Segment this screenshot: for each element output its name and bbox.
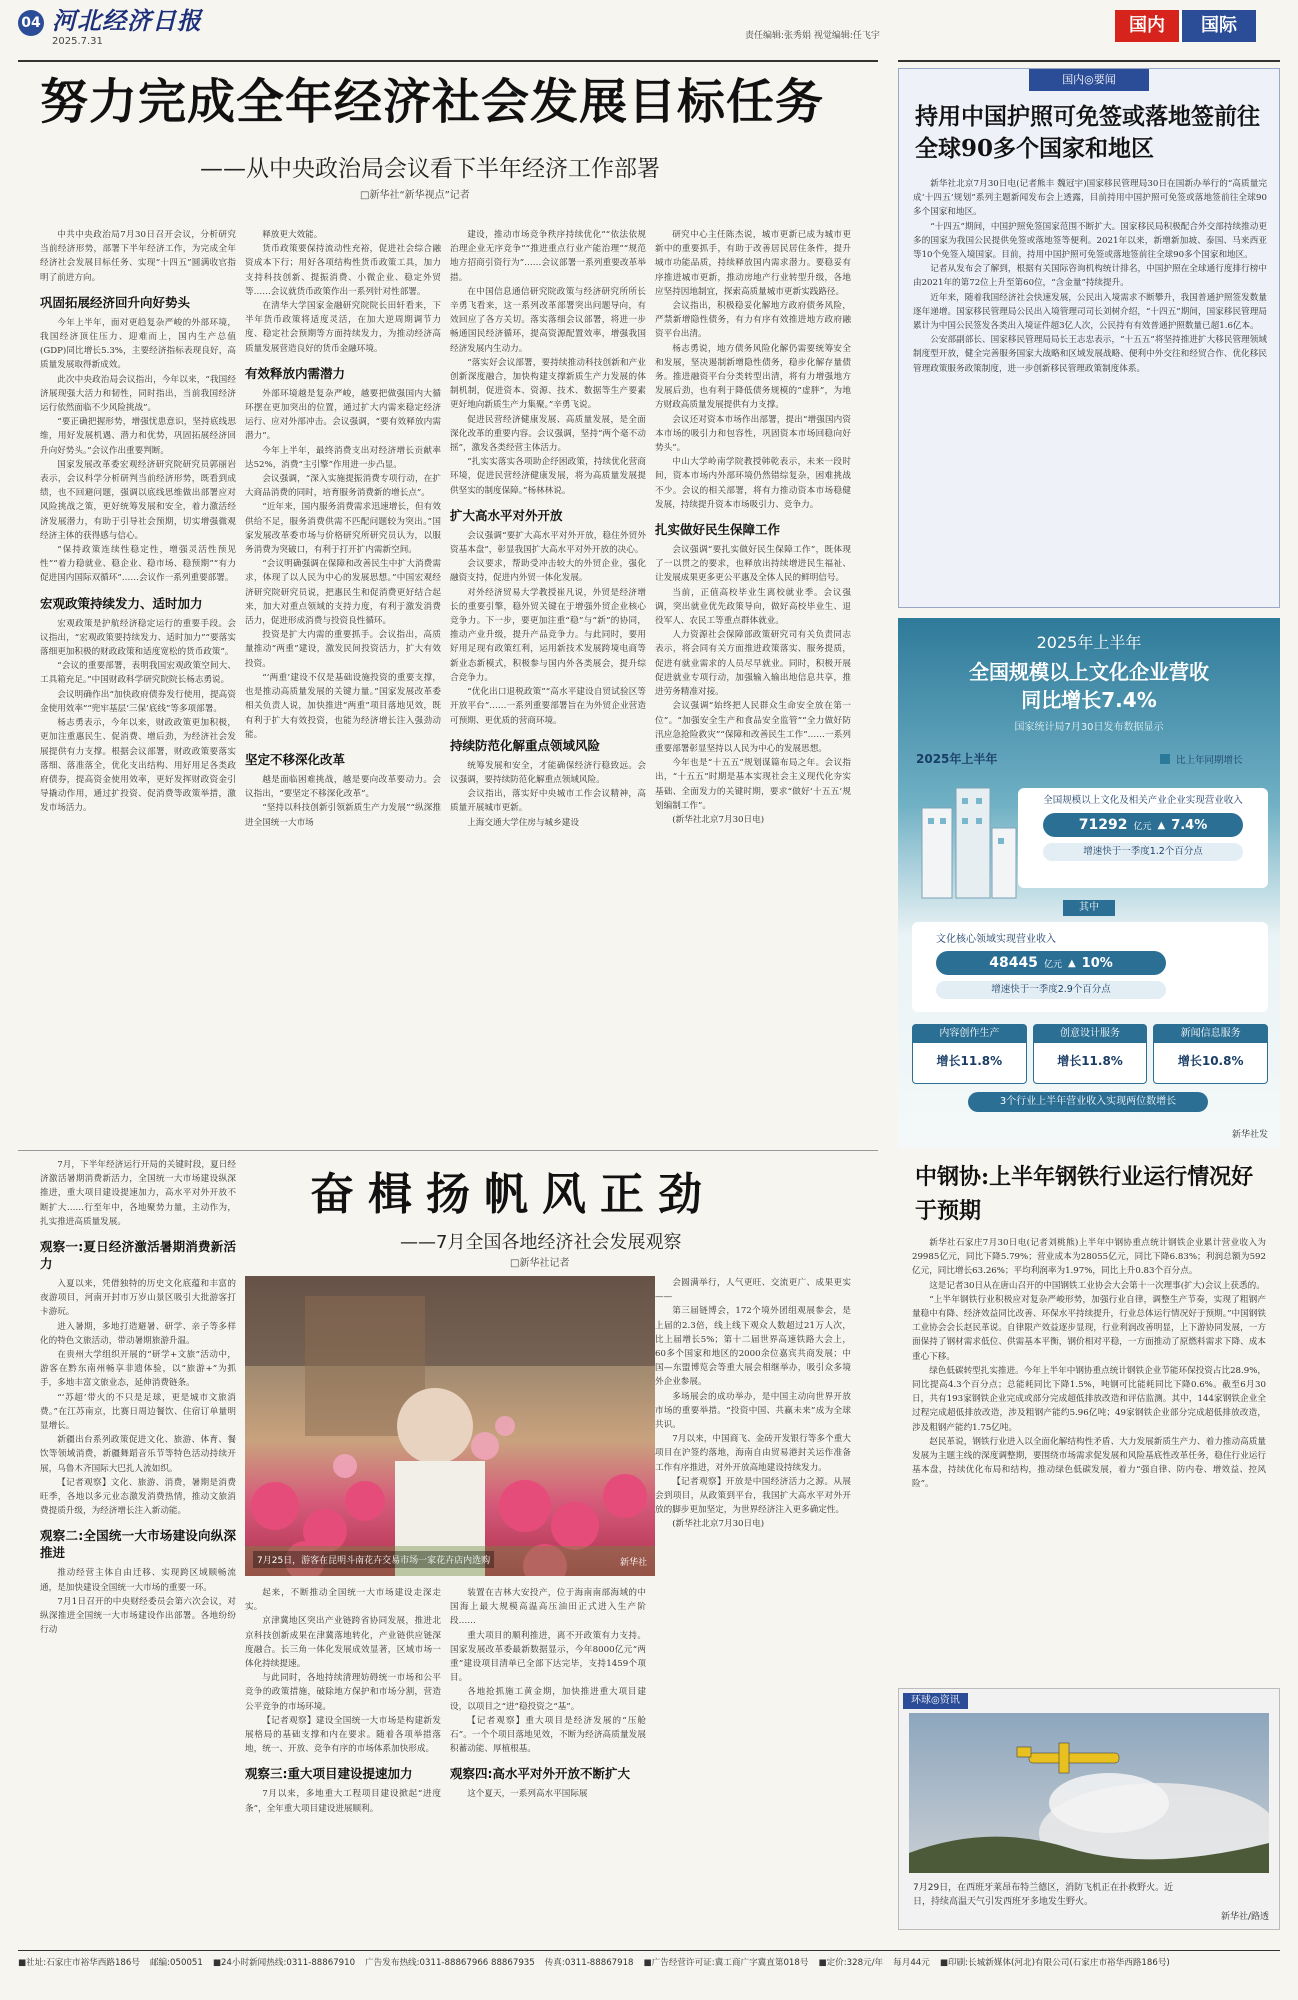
paragraph: 在清华大学国家金融研究院院长田轩看来，下半年货币政策将适度灵活，在加大逆周期调节力度、稳定社会预期等方面持续发力，为推动经济高质量发展营造良好的货币金融环境。	[245, 301, 441, 354]
paragraph: 7月，下半年经济运行开局的关键时段，夏日经济激活暑期消费新活力，全国统一大市场建设纵深推进，重大项目建设提速加力，高水平对外开放不断扩大……行至年中，各地聚势力量，主动作为，扎实推进高质量发展。	[40, 1160, 236, 1227]
core-label: 文化核心领域实现营业收入	[936, 934, 1056, 945]
paragraph: 这是记者30日从在唐山召开的中国钢铁工业协会大会第十一次理事(扩大)会议上获悉的。	[929, 1280, 1265, 1291]
section-heading: 观察二:全国统一大市场建设向纵深推进	[40, 1528, 236, 1561]
article-column-3	[450, 228, 646, 1238]
revenue-label: 全国规模以上文化及相关产业企业实现营业收入	[1043, 795, 1243, 806]
infographic-title-2: 同比增长7.4%	[1021, 688, 1157, 712]
footer-item: ■印刷:长城新媒体(河北)有限公司(石家庄市裕华西路186号)	[939, 1958, 1170, 1968]
subheadline: ——从中央政治局会议看下半年经济工作部署	[200, 156, 660, 182]
paragraph: 人力资源社会保障部政策研究司有关负责同志表示，将会同有关方面推进政策落实、服务提质，促进有就业需求的人员尽早就业。同时，积极开展促进就业专项行动，加强输入输出地信息共享，推进劳务精准对接。	[655, 630, 851, 698]
footer-item: 广告发布热线:0311-88867966 88867935	[365, 1958, 535, 1968]
half-year-label: 2025年上半年	[916, 752, 998, 766]
article-column-4	[655, 228, 851, 1238]
sector-name: 创意设计服务	[1034, 1025, 1147, 1043]
core-value: 48445	[989, 955, 1038, 971]
paragraph: 重大项目的顺利推进，离不开政策有力支持。国家发展改革委最新数据显示，今年8000亿元“两重”建设项目清单已全部下达完毕，支持1459个项目。	[450, 1630, 646, 1684]
buildings-illustration	[912, 778, 1022, 908]
headline: 努力完成全年经济社会发展目标任务	[40, 74, 825, 130]
culture-infographic	[898, 618, 1280, 1148]
revenue-growth: 7.4%	[1171, 817, 1208, 833]
wildfire-caption: 7月29日，在西班牙莱昂布特兰德区，消防飞机正在扑救野火。近日，持续高温天气引发西班牙多地发生野火。	[913, 1883, 1174, 1907]
up-arrow-icon: ▲	[1157, 819, 1166, 831]
core-growth: 10%	[1081, 955, 1113, 971]
sector-card	[1153, 1024, 1268, 1084]
sector-name: 新闻信息服务	[1154, 1025, 1267, 1043]
paragraph: 入夏以来，凭借独特的历史文化底蕴和丰富的夜游项目，河南开封市万岁山景区吸引大批游客打卡游玩。	[40, 1279, 236, 1318]
paragraph: 会议强调，“深入实施提振消费专项行动，在扩大商品消费的同时，培育服务消费新的增长点”。	[245, 474, 441, 499]
infographic-note: 国家统计局7月30日发布数据显示	[1014, 722, 1164, 733]
paragraph: 杨志勇表示，今年以来，财政政策更加积极，更加注重惠民生、促消费、增后劲，为经济社会发展提供有力支撑。根据会议部署，财政政策要落实落细、落准落全，优化支出结构、用好用足各类政府债券，提高资金使用效率，更好发挥财政资金引导撬动作用，通过扩投资、促消费等政策举措，激发市场活力。	[40, 718, 236, 814]
paragraph: 【记者观察】建设全国统一大市场是构建新发展格局的基础支撑和内在要求。随着各项举措落地，统一、开放、竞争有序的市场体系加快形成。	[245, 1715, 441, 1755]
paragraph: 会议指出，积极稳妥化解地方政府债务风险，严禁新增隐性债务，有力有序有效推进地方政府融资平台出清。	[655, 301, 851, 340]
paragraph: 研究中心主任陈杰说，城市更新已成为城市更新中的重要抓手，有助于改善居民居住条件，提升城市功能品质，持续释放国内需求潜力。要稳妥有序推进城市更新，推动房地产行业转型升级，各地应坚持因地制宜，探索高质量城市更新实践路径。	[655, 230, 851, 297]
article-column-2	[245, 228, 441, 1238]
paragraph: 与此同时，各地持续清理妨碍统一市场和公平竞争的政策措施，破除地方保护和市场分割，营造公平竞争的市场环境。	[245, 1673, 441, 1712]
legend-marker	[1160, 754, 1170, 764]
paragraph: 此次中央政治局会议指出，今年以来，“我国经济展现强大活力和韧性，同时指出，当前我国经济运行依然面临不少风险挑战”。	[40, 374, 236, 414]
paragraph: (新华社北京7月30日电)	[672, 1519, 765, 1530]
paragraph: 【记者观察】文化、旅游、消费，暑期是消费旺季，各地以多元业态激发消费热情，推动文旅消费提质升级，为经济增长注入新动能。	[40, 1477, 236, 1517]
paragraph: 宏观政策是护航经济稳定运行的重要手段。会议指出，“宏观政策要持续发力、适时加力”“要落实落细更加积极的财政政策和适度宽松的货币政策”。	[40, 618, 236, 658]
paragraph: 释放更大效能。	[262, 230, 323, 240]
revenue-unit: 亿元	[1133, 821, 1152, 832]
paragraph: 中共中央政治局7月30日召开会议，分析研究当前经济形势，部署下半年经济工作，为完成全年经济社会发展目标任务、实现“十四五”圆满收官指明了前进方向。	[40, 230, 236, 283]
paragraph: 【记者观察】开放是中国经济活力之源。从展会到项目，从政策到平台，我国扩大高水平对外开放的脚步更加坚定，为世界经济注入更多确定性。	[655, 1476, 851, 1516]
paragraph: 在中国信息通信研究院政策与经济研究所所长辛勇飞看来，这一系列改革部署突出问题导向，有效回应了各方关切。落实落细会议部署，将进一步畅通国民经济循环，提高资源配置效率，增强我国经济发展内生动力。	[450, 286, 646, 354]
paragraph: “保持政策连续性稳定性，增强灵活性预见性”“着力稳就业、稳企业、稳市场、稳预期”“有力促进国内国际双循环”……会议作一系列重要部署。	[40, 545, 236, 584]
section2-subheadline: ——7月全国各地经济社会发展观察	[400, 1232, 682, 1253]
section-label: 国内◎要闻	[1029, 69, 1149, 91]
byline: □新华社“新华视点”记者	[360, 190, 470, 201]
compare-label: 比上年同期增长	[1176, 755, 1243, 766]
flower-photo-art	[245, 1276, 655, 1576]
photo-caption: 7月25日，游客在昆明斗南花卉交易市场一家花卉店内选购	[253, 1551, 494, 1568]
paragraph: 新华社北京7月30日电(记者熊丰 魏冠宇)国家移民管理局30日在国新办举行的“高质量完成‘十四五’规划”系列主题新闻发布会上透露，目前持用中国护照可免签或落地签前往全球90多个国家和地区。	[913, 179, 1267, 218]
paragraph: 推动经营主体自由迁移、实现跨区域顺畅流通，是加快建设全国统一大市场的重要一环。	[40, 1568, 236, 1593]
passport-body	[913, 177, 1267, 601]
section-heading: 持续防范化解重点领域风险	[450, 737, 601, 753]
paragraph: 今年上半年，最终消费支出对经济增长贡献率达52%，消费“主引擎”作用进一步凸显。	[245, 445, 441, 470]
steel-body	[912, 1236, 1266, 1676]
paragraph: 记者从发布会了解到，根据有关国际咨询机构统计排名，中国护照在全球通行度排行榜中由2021年的第72位上升至第60位，“含金量”持续提升。	[913, 264, 1267, 289]
paragraph: 对外经济贸易大学教授崔凡说，外贸是经济增长的重要引擎，稳外贸关键在于增强外贸企业核心竞争力。下一步，要更加注重“稳”与“新”的协同，推动产业升级，提升产品竞争力。与此同时，要用好用足现有政策红利，运用新技术发展跨境电商等新业态新模式，积极参与国内外各类展会，提升综合竞争力。	[450, 587, 646, 683]
steel-headline: 中钢协:上半年钢铁行业运行情况好于预期	[915, 1164, 1254, 1224]
paragraph: 7月1日召开的中央财经委员会第六次会议，对纵深推进全国统一大市场建设作出部署。各地纷纷行动	[40, 1596, 236, 1636]
revenue-acceleration: 增速快于一季度1.2个百分点	[1043, 843, 1243, 861]
core-acceleration: 增速快于一季度2.9个百分点	[936, 981, 1166, 999]
sector-growth: 增长11.8%	[936, 1054, 1003, 1068]
paragraph: 会议要求，帮助受冲击较大的外贸企业，强化融资支持，促进内外贸一体化发展。	[450, 559, 646, 584]
section-tabs	[1115, 10, 1256, 42]
page-number: 04	[18, 10, 44, 36]
paragraph: 7月以来，中国商飞、金砖开发银行等多个重大项目在沪签约落地，海南自由贸易港封关运作准备工作有序推进，对外开放高地建设持续发力。	[655, 1434, 851, 1473]
paragraph: 装置在吉林大安投产，位于海南南部海域的中国海上最大规模高温高压油田正式进入生产阶段……	[450, 1588, 646, 1627]
infographic-year: 2025年上半年	[1036, 633, 1142, 652]
editor-credits: 责任编辑:张秀娟 视觉编辑:任飞宇	[745, 31, 880, 41]
paragraph: 这个夏天，一系列高水平国际展	[467, 1789, 588, 1800]
core-card	[912, 922, 1268, 1012]
paragraph: 国家发展改革委宏观经济研究院研究员郭丽岩表示，会议科学分析研判当前经济形势，既看到成绩，也不回避问题，强调以底线思维做出部署应对风险挑战之策，更好统筹发展和安全，着力激活经济发展潜力，有助于引导社会预期，切实增强微观经济主体的获得感与信心。	[40, 459, 236, 541]
paragraph: 在贵州大学组织开展的“研学+文旅”活动中，游客在黔东南州畅享非遗体验，以“旅游+”为抓手，多地丰富文旅业态，延伸消费链条。	[40, 1350, 236, 1389]
paragraph: 外部环境越是复杂严峻，越要把做强国内大循环摆在更加突出的位置，通过扩大内需来稳定经济运行、应对外部冲击。会议强调，“要有效释放内需潜力”。	[245, 388, 441, 442]
paragraph: 建设，推动市场竞争秩序持续优化”“依法依规治理企业无序竞争”“推进重点行业产能治理”“规范地方招商引资行为”……会议部署一系列重要改革举措。	[450, 230, 646, 283]
paragraph: 会议强调“始终把人民群众生命安全放在第一位”。“加强安全生产和食品安全监管”“全力做好防汛应急抢险救灾”“保障和改善民生工作”……一系列重要部署彰显坚持以人民为中心的发展思想。	[655, 701, 851, 754]
infographic-title-1: 全国规模以上文化企业营收	[969, 660, 1209, 684]
core-unit: 亿元	[1043, 959, 1062, 970]
footer-item: ■定价:328元/年	[818, 1958, 884, 1968]
paragraph: “十四五”期间，中国护照免签国家范围不断扩大。国家移民局积极配合外交部持续推动更多的国家为我国公民提供免签或落地签等便利。2021年以来，新增新加坡、泰国、马来西亚等10个免签入境国家。目前，持用中国护照可免签或落地签前往全球90多个国家和地区。	[913, 221, 1267, 261]
footer-item: 每月44元	[893, 1958, 930, 1968]
section2-headline: 奋楫扬帆风正劲	[310, 1169, 716, 1220]
paragraph: 【记者观察】重大项目是经济发展的“压舱石”。一个个项目落地见效，不断为经济高质量发展积蓄动能、厚植根基。	[450, 1715, 646, 1755]
section-heading: 巩固拓展经济回升向好势头	[40, 294, 191, 310]
paper-name: 河北经济日报	[52, 6, 202, 35]
paragraph: “会议明确强调在保障和改善民生中扩大消费需求，体现了以人民为中心的发展思想。”中国宏观经济研究院研究员说，把惠民生和促消费更好结合起来，加大对重点领域的支持力度，有利于激发消费活力，促进形成消费与投资良性循环。	[245, 559, 441, 627]
paragraph: “‘两重’建设不仅是基础设施投资的重要支撑，也是推动高质量发展的关键力量。”国家发展改革委相关负责人说，加快推进“两重”项目落地见效，既有利于扩大有效投资，也能为经济增长注入强劲动能。	[245, 672, 441, 740]
paragraph: 赵民革说，钢铁行业进入以全面化解结构性矛盾、大力发展新质生产力、着力推动高质量发展为主题主线的深度调整期，要围绕市场需求促发展和风险基底性改革任务，稳住行业运行基本盘，持续优化布局和结构，推动绿色低碳发展，着力“强自律、防内卷、增效益、控风险”。	[912, 1436, 1266, 1490]
section2-column-c	[450, 1586, 646, 1916]
paragraph: 会议指出，落实好中央城市工作会议精神，高质量开展城市更新。	[450, 789, 646, 814]
sector-cards	[912, 1024, 1268, 1084]
infographic-credit: 新华社发	[1231, 1130, 1268, 1140]
sector-card	[1033, 1024, 1148, 1084]
revenue-value: 71292	[1078, 817, 1128, 833]
paragraph: 各地抢抓施工黄金期，加快推进重大项目建设，以项目之“进”稳投资之“基”。	[450, 1687, 646, 1712]
paragraph: 今年上半年，面对更趋复杂严峻的外部环境，我国经济顶住压力、迎难而上，国内生产总值(GDP)同比增长5.3%，主要经济指标表现良好，高质量发展取得新成效。	[40, 317, 236, 371]
paragraph: “要正确把握形势，增强忧患意识，坚持底线思维，用好发展机遇、潜力和优势，巩固拓展经济回升向好势头。”会议作出重要判断。	[40, 417, 236, 456]
wildfire-photo	[909, 1713, 1269, 1873]
paragraph: 会议还对资本市场作出部署，提出“增强国内资本市场的吸引力和包容性，巩固资本市场回稳向好势头”。	[655, 414, 851, 454]
paragraph: “优化出口退税政策”“高水平建设自贸试验区等开放平台”……一系列重要部署旨在为外贸企业营造可预期、更优质的营商环境。	[450, 687, 646, 726]
among-label: 其中	[1063, 900, 1115, 916]
footer-item: ■社址:石家庄市裕华西路186号	[18, 1958, 140, 1968]
section2-column-d	[655, 1276, 851, 1916]
paragraph: 京津冀地区突出产业链跨省协同发展，推进北京科技创新成果在津冀落地转化，产业链供应链深度融合。长三角一体化发展成效显著，区域市场一体化持续提速。	[245, 1616, 441, 1670]
paragraph: “会议的重要部署，表明我国宏观政策空间大、工具箱充足。”中国财政科学研究院院长杨志勇说。	[40, 661, 236, 686]
footer-item: 邮编:050051	[149, 1958, 203, 1968]
infographic-footer: 3个行业上半年营业收入实现两位数增长	[968, 1092, 1208, 1112]
passport-headline: 持用中国护照可免签或落地签前往全球90多个国家和地区	[915, 103, 1260, 162]
paragraph: “坚持以科技创新引领新质生产力发展”“纵深推进全国统一大市场	[245, 803, 441, 828]
footer-item: ■广告经营许可证:冀工商广字冀直第018号	[643, 1958, 809, 1968]
section-heading: 宏观政策持续发力、适时加力	[40, 595, 203, 611]
section2-lead-column	[40, 1158, 236, 1918]
paragraph: 新华社石家庄7月30日电(记者刘桃熊)上半年中钢协重点统计钢铁企业累计营业收入为29985亿元，同比下降5.79%；营业成本为28055亿元，同比下降6.83%；利润总额为592亿元，同比增长63.26%；平均利润率为1.97%，同比上升0.83个百分点。	[912, 1238, 1266, 1277]
paragraph: 起来，不断推动全国统一大市场建设走深走实。	[245, 1588, 441, 1613]
section-heading: 观察三:重大项目建设提速加力	[245, 1766, 413, 1782]
photo-credit: 新华社	[619, 1558, 647, 1568]
section2-byline: □新华社记者	[510, 1258, 570, 1269]
paragraph: 今年也是“十五五”规划谋篇布局之年。会议指出，“十五五”时期是基本实现社会主义现代化夯实基础、全面发力的关键时期，要求“做好‘十五五’规划编制工作”。	[655, 758, 851, 811]
sector-growth: 增长11.8%	[1057, 1054, 1123, 1068]
paragraph: 会议强调“要扩大高水平对外开放，稳住外贸外资基本盘”，彰显我国扩大高水平对外开放的决心。	[450, 530, 646, 556]
article-column-1	[40, 228, 236, 1238]
up-arrow-icon: ▲	[1067, 957, 1076, 969]
paragraph: “‘苏超’带火的不只是足球，更是城市文旅消费。”在江苏南京，比赛日周边餐饮、住宿订单量明显增长。	[40, 1392, 236, 1432]
paragraph: 7月以来，多地重大工程项目建设掀起“进度条”，全年重大项目建设进展顺利。	[245, 1789, 441, 1814]
paragraph: 进入暑期，多地打造避暑、研学、亲子等多样化的特色文旅活动，带动暑期旅游升温。	[40, 1321, 236, 1346]
section-heading: 坚定不移深化改革	[245, 751, 346, 767]
paragraph: 绿色低碳转型扎实推进。今年上半年中钢协重点统计钢铁企业节能环保投资占比28.9%，同比提高4.3个百分点；总能耗同比下降1.5%，吨钢可比能耗同比下降0.6%。截至6月30日，共有193家钢铁企业完成或部分完成超低排放改造和评估监测。其中，144家钢铁企业全过程完成超低排放改造，涉及粗钢产能约5.96亿吨；49家钢铁企业部分完成超低排放改造，涉及粗钢产能约1.75亿吨。	[912, 1365, 1266, 1433]
paragraph: “上半年钢铁行业积极应对复杂严峻形势，加强行业自律，调整生产节奏，实现了粗钢产量稳中有降、经济效益同比改善、环保水平持续提升，行业总体运行情况好于预期。”中国钢铁工业协会会长赵民革说。自律限产效益逐步显现，行业利润改善明显，上下游协同发展，一方面保持了钢材需求低位、供需基本平衡，钢价相对平稳，一方面推动了原燃料需求下降、成本重心下移。	[912, 1294, 1266, 1362]
paragraph: 公安部副部长、国家移民管理局局长王志忠表示，“十五五”将坚持推进扩大移民管理领域制度型开放，健全完善服务国家大战略和区域发展战略、便利中外交往和经贸合作、优化移民管理政策服务政策制度，进一步创新移民管理政策制度体系。	[913, 335, 1267, 374]
sector-name: 内容创作生产	[913, 1025, 1026, 1043]
paragraph: 上海交通大学住房与城乡建设	[467, 817, 579, 828]
paragraph: 新疆出台系列政策促进文化、旅游、体育、餐饮等领域消费，新疆舞蹈音乐节等特色活动持续开展，乌鲁木齐国际大巴扎人流如织。	[40, 1435, 236, 1474]
paragraph: 促进民营经济健康发展、高质量发展，是全面深化改革的重要内容。会议强调，坚持“两个毫不动摇”，激发各类经营主体活力。	[450, 414, 646, 454]
global-label: 环球◎资讯	[903, 1693, 968, 1709]
paragraph: “近年来，国内服务消费需求迅速增长，但有效供给不足，服务消费供需不匹配问题较为突出。”国家发展改革委市场与价格研究所研究员认为，以服务消费为突破口，有利于打开扩内需新空间。	[245, 502, 441, 556]
paragraph: 杨志勇说，地方债务风险化解仍需要统筹安全和发展，坚决遏制新增隐性债务，稳步化解存量债务。推进融资平台分类转型出清，将有力增强地方发展后劲，也有利于降低债务规模的“虚胖”，为地方财政高质量发展提供有力支撑。	[655, 343, 851, 411]
sector-growth: 增长10.8%	[1177, 1054, 1244, 1068]
footer-info	[18, 1956, 1280, 1968]
paragraph: 会圆满举行，人气更旺、交流更广、成果更实——	[655, 1278, 851, 1303]
paragraph: “扎实实落实各项助企纾困政策，持续优化营商环境，促进民营经济健康发展，将为高质量发展提供坚实的制度保障。”杨林林说。	[450, 457, 646, 496]
section-heading: 观察四:高水平对外开放不断扩大	[450, 1766, 630, 1782]
paragraph: 会议明确作出“加快政府债券发行使用，提高资金使用效率”“兜牢基层‘三保’底线”等多项部署。	[40, 689, 236, 714]
paragraph: 多场展会的成功举办，是中国主动向世界开放市场的重要举措。“投资中国、共赢未来”成为全球共识。	[655, 1391, 851, 1431]
paragraph: 投资是扩大内需的重要抓手。会议指出，高质量推动“两重”建设，激发民间投资活力，扩大有效投资。	[245, 630, 441, 669]
sector-card	[912, 1024, 1027, 1084]
flower-market-photo	[245, 1276, 655, 1576]
footer-item: ■24小时新闻热线:0311-88867910	[212, 1958, 356, 1968]
paragraph: (新华社北京7月30日电)	[672, 814, 765, 825]
tab-international[interactable]: 国际	[1182, 10, 1256, 42]
global-news-photo-box	[898, 1688, 1280, 1930]
paragraph: 中山大学岭南学院教授韩乾表示，未来一段时间，资本市场内外部环境仍然错综复杂，困难挑战不少。会议的相关部署，将有力推动资本市场稳健发展，持续提升资本市场吸引力、竞争力。	[655, 457, 851, 510]
paragraph: 会议强调“要扎实做好民生保障工作”，既体现了一以贯之的要求，也释放出持续增进民生福祉、让发展成果更多更公平惠及全体人民的鲜明信号。	[655, 545, 851, 584]
section2-column-b	[245, 1586, 441, 1916]
tab-domestic[interactable]: 国内	[1115, 10, 1179, 42]
section-heading: 观察一:夏日经济激活暑期消费新活力	[40, 1239, 236, 1272]
paragraph: 第三届链博会，172个境外团组观展参会，是上届的2.3倍，线上线下观众人数超过21万人次，比上届增长5%；第十二届世界高速铁路大会上，60多个国家和地区的2000余位嘉宾共商发展；中国—东盟博览会等重大展会相继举办，吸引众多境外企业参展。	[655, 1306, 851, 1388]
paragraph: 统筹发展和安全，才能确保经济行稳致远。会议强调，要持续防范化解重点领域风险。	[450, 760, 646, 785]
footer-item: 传真:0311-88867918	[544, 1958, 634, 1968]
section-heading: 有效释放内需潜力	[245, 365, 346, 381]
paragraph: 当前，正值高校毕业生离校就业季。会议强调，突出就业优先政策导向，做好高校毕业生、退役军人、农民工等重点群体就业。	[655, 587, 851, 627]
section-heading: 扩大高水平对外开放	[450, 507, 563, 523]
wildfire-credit: 新华社/路透	[1220, 1912, 1269, 1922]
section-heading: 扎实做好民生保障工作	[655, 522, 781, 538]
issue-date: 2025.7.31	[52, 36, 103, 47]
paragraph: 近年来，随着我国经济社会快速发展，公民出入境需求不断攀升，我国普通护照签发数量逐年递增。国家移民管理局公民出入境管理司司长刘树介绍，“十四五”期间，国家移民管理局累计为中国公民签发各类出入境证件超3亿人次，公民持有有效普通护照数量已超1.6亿本。	[913, 292, 1267, 332]
paragraph: “落实好会议部署，要持续推动科技创新和产业创新深度融合，加快构建支撑新质生产力发展的体制机制，促进资本、资源、技术、数据等生产要素更好地向新质生产力集聚。”辛勇飞说。	[450, 357, 646, 411]
revenue-card	[1018, 788, 1268, 888]
passport-news-box	[898, 68, 1280, 608]
paragraph: 越是面临困难挑战，越是要向改革要动力。会议指出，“要坚定不移深化改革”。	[245, 774, 441, 800]
paragraph: 货币政策要保持流动性充裕，促进社会综合融资成本下行；用好各项结构性货币政策工具，加力支持科技创新、提振消费、小微企业、稳定外贸等……会议就货币政策作出一系列针对性部署。	[245, 244, 441, 297]
